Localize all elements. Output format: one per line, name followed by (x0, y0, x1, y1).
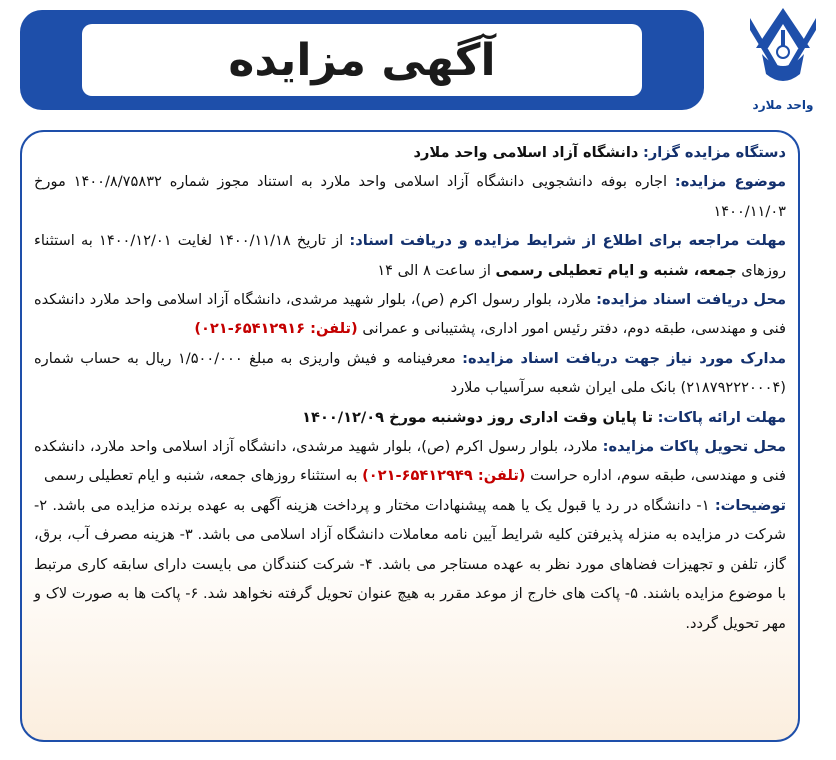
logo-caption: واحد ملارد (752, 98, 814, 112)
title-box (82, 24, 642, 96)
organizer-label: دستگاه مزایده گزار: (643, 144, 786, 161)
azad-university-emblem-icon (748, 4, 818, 96)
documents-location-paragraph (34, 285, 786, 344)
deadline-text: از تاریخ ۱۴۰۰/۱۱/۱۸ لغایت ۱۴۰۰/۱۲/۰۱ به استثناء روزهای (34, 232, 786, 279)
documents-phone: (تلفن: ۶۵۴۱۲۹۱۶-۰۲۱) (194, 320, 358, 338)
delivery-location-paragraph (34, 432, 786, 491)
required-docs-label: مدارک مورد نیاز جهت دریافت اسناد مزایده: (462, 349, 787, 367)
subject-label: موضوع مزایده: (674, 173, 787, 191)
deadline-hours: از ساعت ۸ الی ۱۴ (377, 261, 491, 279)
submission-deadline-paragraph (34, 403, 786, 432)
title-banner (20, 10, 704, 110)
delivery-location-label: محل تحویل پاکات مزایده: (602, 438, 786, 456)
deadline-label: مهلت مراجعه برای اطلاع از شرایط مزایده و دریافت اسناد: (349, 232, 787, 250)
notes-paragraph (34, 491, 786, 638)
notes-text: ۱- دانشگاه در رد یا قبول یک یا همه پیشنهادات مختار و پرداخت هزینه آگهی به عهده برنده مزایده می باشد. ۲- شرکت در مزایده به منزله پذیرفتن کلیه شرایط آیین نامه معاملات دانشگاه آزاد اسلامی می باشد. ۳- هزینه مصرف آب، برق، گاز، تلفن و تجهیزات فضاهای مورد نظر به عهده مستاجر می باشد. ۴- شرکت کنندگان می بایست دارای سابقه کاری مرتبط با موضوع مزایده باشند. ۵- پاکت های خارج از موعد مقرر به هیچ عنوان تحویل گرفته نخواهد شد. ۶- پاکت ها به صورت لاک و مهر تحویل گردد. (34, 496, 787, 632)
documents-location-text: ملارد، بلوار رسول اکرم (ص)، بلوار شهید مرشدی، دانشگاه آزاد اسلامی واحد ملارد دانشکده فنی و مهندسی، طبقه دوم، دفتر رئیس امور اداری، پشتیبانی و عمرانی (34, 291, 786, 338)
required-docs-paragraph (34, 344, 786, 403)
deadline-paragraph (34, 226, 786, 285)
delivery-phone: (تلفن: ۶۵۴۱۲۹۴۹-۰۲۱) (362, 467, 526, 485)
required-docs-text: معرفینامه و فیش واریزی به مبلغ ۱/۵۰۰/۰۰۰ ریال به حساب شماره (۲۱۸۷۹۲۲۲۰۰۰۴) بانک ملی ایران شعبه سرآسیاب ملارد (34, 349, 786, 397)
subject-text: اجاره بوفه دانشجویی دانشگاه آزاد اسلامی واحد ملارد به استناد مجوز شماره ۱۴۰۰/۸/۷۵۸۳۲ مورخ ۱۴۰۰/۱۱/۰۳ (34, 173, 786, 220)
organizer-paragraph (34, 138, 786, 167)
university-logo (742, 4, 824, 124)
organizer-text: دانشگاه آزاد اسلامی واحد ملارد (413, 144, 639, 161)
delivery-holidays: به استثناء روزهای جمعه، شنبه و ایام تعطیلی رسمی (44, 467, 358, 485)
page-title: آگهی مزایده (228, 34, 496, 86)
notes-label: توضیحات: (714, 496, 786, 514)
documents-location-label: محل دریافت اسناد مزایده: (596, 291, 787, 309)
submission-deadline-text: تا پایان وقت اداری روز دوشنبه مورخ ۱۴۰۰/۱۲/۰۹ (302, 408, 653, 426)
subject-paragraph (34, 167, 786, 226)
deadline-holidays: جمعه، شنبه و ایام تعطیلی رسمی (495, 261, 737, 279)
delivery-location-text: ملارد، بلوار رسول اکرم (ص)، بلوار شهید مرشدی، دانشگاه آزاد اسلامی واحد ملارد، دانشکده فنی و مهندسی، طبقه سوم، اداره حراست (34, 438, 786, 485)
notice-body (20, 130, 800, 742)
submission-deadline-label: مهلت ارائه پاکات: (657, 408, 786, 426)
